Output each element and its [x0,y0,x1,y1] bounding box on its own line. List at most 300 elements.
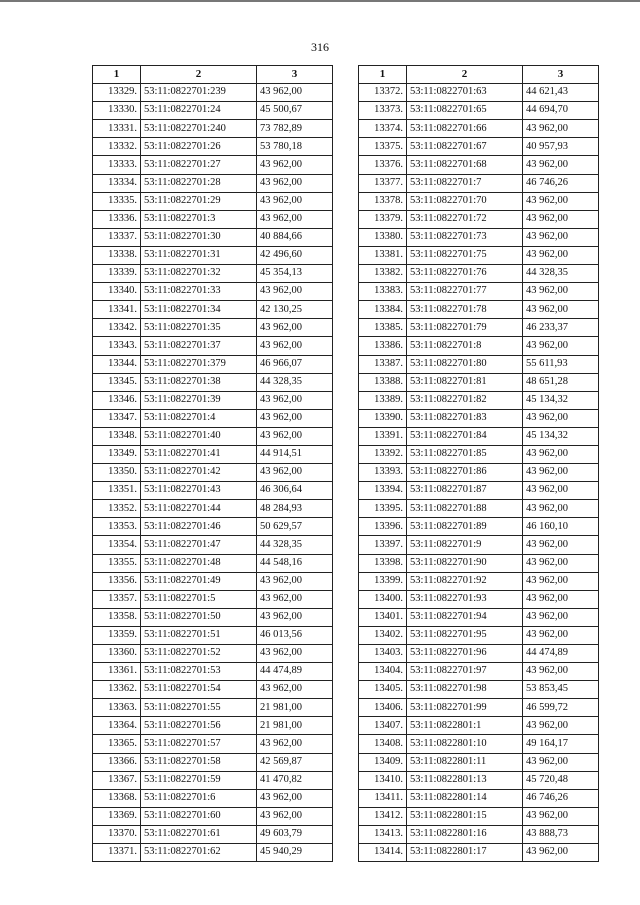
table-row [93,373,333,391]
cadastral-value: 46 966,07 [257,355,333,373]
row-number: 13386. [359,337,407,355]
cadastral-number: 53:11:0822701:73 [407,228,523,246]
cadastral-number: 53:11:0822701:35 [141,319,257,337]
table-row [93,735,333,753]
header-col-value: 3 [257,66,333,84]
table-row [93,554,333,572]
table-row [93,283,333,301]
table-row [93,138,333,156]
cadastral-value: 21 981,00 [257,717,333,735]
cadastral-number: 53:11:0822701:68 [407,156,523,174]
cadastral-number: 53:11:0822701:67 [407,138,523,156]
cadastral-value: 43 962,00 [257,590,333,608]
cadastral-value: 43 962,00 [523,536,599,554]
table-row [359,301,599,319]
cadastral-value: 46 013,56 [257,626,333,644]
cadastral-number: 53:11:0822701:57 [141,735,257,753]
table-row [93,482,333,500]
table-row [359,464,599,482]
cadastral-value: 50 629,57 [257,518,333,536]
table-row [93,753,333,771]
table-row [93,699,333,717]
cadastral-value: 44 694,70 [523,102,599,120]
row-number: 13365. [93,735,141,753]
cadastral-number: 53:11:0822701:28 [141,174,257,192]
cadastral-value: 43 962,00 [257,608,333,626]
cadastral-number: 53:11:0822701:96 [407,645,523,663]
cadastral-number: 53:11:0822701:75 [407,246,523,264]
cadastral-value: 43 962,00 [257,174,333,192]
header-col-cadastral: 2 [407,66,523,84]
cadastral-value: 43 962,00 [257,84,333,102]
cadastral-value: 45 720,48 [523,771,599,789]
table-row [359,174,599,192]
table-row [359,445,599,463]
table-row [359,373,599,391]
table-row [93,192,333,210]
cadastral-value: 43 962,00 [257,283,333,301]
table-row [93,518,333,536]
cadastral-number: 53:11:0822701:6 [141,789,257,807]
cadastral-number: 53:11:0822701:54 [141,681,257,699]
cadastral-value: 49 164,17 [523,735,599,753]
cadastral-value: 43 962,00 [523,608,599,626]
row-number: 13338. [93,246,141,264]
cadastral-value: 43 962,00 [523,844,599,862]
cadastral-number: 53:11:0822701:33 [141,283,257,301]
row-number: 13394. [359,482,407,500]
cadastral-value: 45 354,13 [257,265,333,283]
row-number: 13337. [93,228,141,246]
row-number: 13358. [93,608,141,626]
cadastral-number: 53:11:0822701:43 [141,482,257,500]
row-number: 13340. [93,283,141,301]
table-row [359,120,599,138]
cadastral-value: 43 962,00 [523,572,599,590]
cadastral-number: 53:11:0822701:61 [141,825,257,843]
row-number: 13393. [359,464,407,482]
cadastral-number: 53:11:0822701:38 [141,373,257,391]
cadastral-value: 44 914,51 [257,445,333,463]
cadastral-value: 43 962,00 [257,789,333,807]
cadastral-number: 53:11:0822701:53 [141,663,257,681]
row-number: 13371. [93,844,141,862]
row-number: 13409. [359,753,407,771]
row-number: 13412. [359,807,407,825]
cadastral-number: 53:11:0822701:60 [141,807,257,825]
table-row [93,174,333,192]
header-row [93,66,333,84]
row-number: 13330. [93,102,141,120]
table-row [359,771,599,789]
table-row [93,807,333,825]
cadastral-number: 53:11:0822701:48 [141,554,257,572]
row-number: 13372. [359,84,407,102]
table-row [93,590,333,608]
cadastral-value: 46 160,10 [523,518,599,536]
cadastral-number: 53:11:0822701:82 [407,391,523,409]
table-row [93,102,333,120]
cadastral-number: 53:11:0822701:97 [407,663,523,681]
cadastral-number: 53:11:0822701:239 [141,84,257,102]
cadastral-number: 53:11:0822801:17 [407,844,523,862]
row-number: 13350. [93,464,141,482]
table-row [93,771,333,789]
cadastral-number: 53:11:0822701:65 [407,102,523,120]
cadastral-value: 43 962,00 [257,645,333,663]
cadastral-number: 53:11:0822701:83 [407,409,523,427]
row-number: 13361. [93,663,141,681]
cadastral-number: 53:11:0822701:29 [141,192,257,210]
cadastral-value: 43 962,00 [523,626,599,644]
cadastral-value: 43 962,00 [523,464,599,482]
table-row [359,753,599,771]
cadastral-value: 43 962,00 [523,554,599,572]
table-row [93,84,333,102]
table-row [359,717,599,735]
row-number: 13356. [93,572,141,590]
table-row [93,409,333,427]
cadastral-number: 53:11:0822701:98 [407,681,523,699]
cadastral-value: 49 603,79 [257,825,333,843]
cadastral-value: 46 599,72 [523,699,599,717]
row-number: 13374. [359,120,407,138]
row-number: 13336. [93,210,141,228]
table-row [359,735,599,753]
row-number: 13362. [93,681,141,699]
header-col-number: 1 [93,66,141,84]
cadastral-value: 45 134,32 [523,427,599,445]
cadastral-number: 53:11:0822701:92 [407,572,523,590]
cadastral-number: 53:11:0822701:72 [407,210,523,228]
row-number: 13343. [93,337,141,355]
cadastral-number: 53:11:0822701:66 [407,120,523,138]
cadastral-number: 53:11:0822701:87 [407,482,523,500]
cadastral-value: 43 962,00 [257,735,333,753]
cadastral-number: 53:11:0822701:59 [141,771,257,789]
row-number: 13410. [359,771,407,789]
table-row [93,156,333,174]
register-table-right [358,65,599,862]
row-number: 13346. [93,391,141,409]
cadastral-number: 53:11:0822701:3 [141,210,257,228]
cadastral-number: 53:11:0822801:10 [407,735,523,753]
cadastral-number: 53:11:0822701:42 [141,464,257,482]
row-number: 13351. [93,482,141,500]
cadastral-value: 45 500,67 [257,102,333,120]
cadastral-value: 46 746,26 [523,789,599,807]
table-row [93,825,333,843]
table-row [359,554,599,572]
row-number: 13388. [359,373,407,391]
table-row [93,500,333,518]
cadastral-number: 53:11:0822701:47 [141,536,257,554]
cadastral-value: 43 962,00 [523,120,599,138]
register-table-left [92,65,333,862]
cadastral-number: 53:11:0822701:93 [407,590,523,608]
table-row [93,120,333,138]
table-row [359,518,599,536]
cadastral-value: 43 962,00 [523,283,599,301]
row-number: 13413. [359,825,407,843]
cadastral-number: 53:11:0822701:88 [407,500,523,518]
cadastral-number: 53:11:0822701:31 [141,246,257,264]
cadastral-number: 53:11:0822701:86 [407,464,523,482]
cadastral-value: 43 962,00 [523,663,599,681]
table-row [359,626,599,644]
cadastral-value: 48 651,28 [523,373,599,391]
cadastral-value: 43 962,00 [523,246,599,264]
cadastral-number: 53:11:0822801:13 [407,771,523,789]
table-row [359,409,599,427]
row-number: 13414. [359,844,407,862]
row-number: 13396. [359,518,407,536]
table-row [93,265,333,283]
cadastral-number: 53:11:0822801:15 [407,807,523,825]
cadastral-number: 53:11:0822701:379 [141,355,257,373]
table-row [93,663,333,681]
table-row [93,427,333,445]
cadastral-number: 53:11:0822701:240 [141,120,257,138]
cadastral-number: 53:11:0822701:77 [407,283,523,301]
cadastral-number: 53:11:0822701:55 [141,699,257,717]
table-row [93,626,333,644]
table-row [359,608,599,626]
row-number: 13363. [93,699,141,717]
cadastral-number: 53:11:0822701:7 [407,174,523,192]
row-number: 13357. [93,590,141,608]
cadastral-value: 43 962,00 [257,427,333,445]
cadastral-number: 53:11:0822701:51 [141,626,257,644]
table-row [359,355,599,373]
row-number: 13379. [359,210,407,228]
cadastral-number: 53:11:0822701:30 [141,228,257,246]
cadastral-value: 43 962,00 [523,590,599,608]
cadastral-number: 53:11:0822701:5 [141,590,257,608]
cadastral-value: 41 470,82 [257,771,333,789]
row-number: 13401. [359,608,407,626]
cadastral-number: 53:11:0822701:84 [407,427,523,445]
cadastral-value: 44 328,35 [257,373,333,391]
table-row [359,156,599,174]
table-row [359,192,599,210]
table-row [359,84,599,102]
table-row [93,319,333,337]
cadastral-value: 43 962,00 [257,319,333,337]
cadastral-number: 53:11:0822801:16 [407,825,523,843]
table-row [359,645,599,663]
table-row [93,337,333,355]
cadastral-number: 53:11:0822701:89 [407,518,523,536]
cadastral-number: 53:11:0822701:90 [407,554,523,572]
row-number: 13389. [359,391,407,409]
row-number: 13378. [359,192,407,210]
cadastral-number: 53:11:0822701:50 [141,608,257,626]
row-number: 13392. [359,445,407,463]
cadastral-number: 53:11:0822801:14 [407,789,523,807]
cadastral-value: 44 474,89 [257,663,333,681]
row-number: 13329. [93,84,141,102]
row-number: 13348. [93,427,141,445]
row-number: 13352. [93,500,141,518]
row-number: 13405. [359,681,407,699]
cadastral-value: 43 962,00 [523,807,599,825]
row-number: 13332. [93,138,141,156]
cadastral-value: 43 962,00 [257,572,333,590]
row-number: 13399. [359,572,407,590]
table-row [359,500,599,518]
cadastral-value: 44 621,43 [523,84,599,102]
cadastral-value: 53 780,18 [257,138,333,156]
cadastral-number: 53:11:0822701:78 [407,301,523,319]
cadastral-value: 43 962,00 [523,482,599,500]
cadastral-value: 43 962,00 [257,464,333,482]
row-number: 13341. [93,301,141,319]
row-number: 13408. [359,735,407,753]
table-row [359,102,599,120]
table-row [359,590,599,608]
row-number: 13339. [93,265,141,283]
table-row [359,391,599,409]
cadastral-value: 43 962,00 [257,391,333,409]
row-number: 13360. [93,645,141,663]
cadastral-value: 48 284,93 [257,500,333,518]
cadastral-number: 53:11:0822701:79 [407,319,523,337]
cadastral-value: 43 962,00 [523,156,599,174]
cadastral-number: 53:11:0822701:99 [407,699,523,717]
table-row [93,228,333,246]
table-row [359,228,599,246]
cadastral-number: 53:11:0822701:95 [407,626,523,644]
page-number: 316 [311,40,329,54]
row-number: 13402. [359,626,407,644]
row-number: 13370. [93,825,141,843]
cadastral-number: 53:11:0822701:34 [141,301,257,319]
header-row [359,66,599,84]
cadastral-number: 53:11:0822701:70 [407,192,523,210]
table-row [93,572,333,590]
row-number: 13364. [93,717,141,735]
row-number: 13403. [359,645,407,663]
cadastral-value: 40 884,66 [257,228,333,246]
row-number: 13375. [359,138,407,156]
cadastral-number: 53:11:0822701:80 [407,355,523,373]
table-row [359,572,599,590]
row-number: 13390. [359,409,407,427]
table-row [93,391,333,409]
table-row [359,337,599,355]
row-number: 13344. [93,355,141,373]
row-number: 13334. [93,174,141,192]
cadastral-number: 53:11:0822701:76 [407,265,523,283]
table-row [359,246,599,264]
row-number: 13368. [93,789,141,807]
table-row [359,265,599,283]
cadastral-value: 43 962,00 [257,156,333,174]
table-row [93,608,333,626]
row-number: 13354. [93,536,141,554]
cadastral-number: 53:11:0822801:11 [407,753,523,771]
table-row [359,138,599,156]
table-row [93,464,333,482]
table-row [93,246,333,264]
cadastral-value: 43 962,00 [523,409,599,427]
cadastral-value: 43 962,00 [523,337,599,355]
row-number: 13369. [93,807,141,825]
row-number: 13342. [93,319,141,337]
cadastral-number: 53:11:0822701:26 [141,138,257,156]
table-row [359,210,599,228]
row-number: 13359. [93,626,141,644]
row-number: 13345. [93,373,141,391]
cadastral-value: 44 548,16 [257,554,333,572]
table-row [359,789,599,807]
cadastral-number: 53:11:0822701:58 [141,753,257,771]
cadastral-number: 53:11:0822701:37 [141,337,257,355]
cadastral-value: 46 306,64 [257,482,333,500]
table-row [359,283,599,301]
cadastral-number: 53:11:0822701:8 [407,337,523,355]
table-row [359,319,599,337]
cadastral-value: 42 130,25 [257,301,333,319]
cadastral-value: 43 888,73 [523,825,599,843]
row-number: 13367. [93,771,141,789]
table-row [93,445,333,463]
table-row [359,427,599,445]
cadastral-value: 55 611,93 [523,355,599,373]
cadastral-value: 43 962,00 [257,807,333,825]
table-row [93,789,333,807]
table-row [93,210,333,228]
cadastral-number: 53:11:0822701:56 [141,717,257,735]
cadastral-value: 46 746,26 [523,174,599,192]
header-col-number: 1 [359,66,407,84]
cadastral-value: 40 957,93 [523,138,599,156]
cadastral-value: 46 233,37 [523,319,599,337]
cadastral-number: 53:11:0822701:44 [141,500,257,518]
row-number: 13377. [359,174,407,192]
cadastral-value: 43 962,00 [257,681,333,699]
cadastral-value: 43 962,00 [257,192,333,210]
table-row [93,844,333,862]
row-number: 13411. [359,789,407,807]
cadastral-value: 21 981,00 [257,699,333,717]
cadastral-number: 53:11:0822701:52 [141,645,257,663]
table-row [93,717,333,735]
row-number: 13387. [359,355,407,373]
table-row [359,536,599,554]
cadastral-value: 44 328,35 [523,265,599,283]
cadastral-number: 53:11:0822701:9 [407,536,523,554]
table-row [359,807,599,825]
cadastral-value: 43 962,00 [257,210,333,228]
row-number: 13406. [359,699,407,717]
table-row [93,645,333,663]
cadastral-value: 42 496,60 [257,246,333,264]
row-number: 13385. [359,319,407,337]
table-row [93,681,333,699]
cadastral-number: 53:11:0822701:81 [407,373,523,391]
row-number: 13384. [359,301,407,319]
cadastral-number: 53:11:0822801:1 [407,717,523,735]
cadastral-value: 43 962,00 [523,228,599,246]
cadastral-number: 53:11:0822701:27 [141,156,257,174]
cadastral-number: 53:11:0822701:63 [407,84,523,102]
row-number: 13380. [359,228,407,246]
cadastral-number: 53:11:0822701:41 [141,445,257,463]
row-number: 13347. [93,409,141,427]
cadastral-value: 43 962,00 [523,192,599,210]
